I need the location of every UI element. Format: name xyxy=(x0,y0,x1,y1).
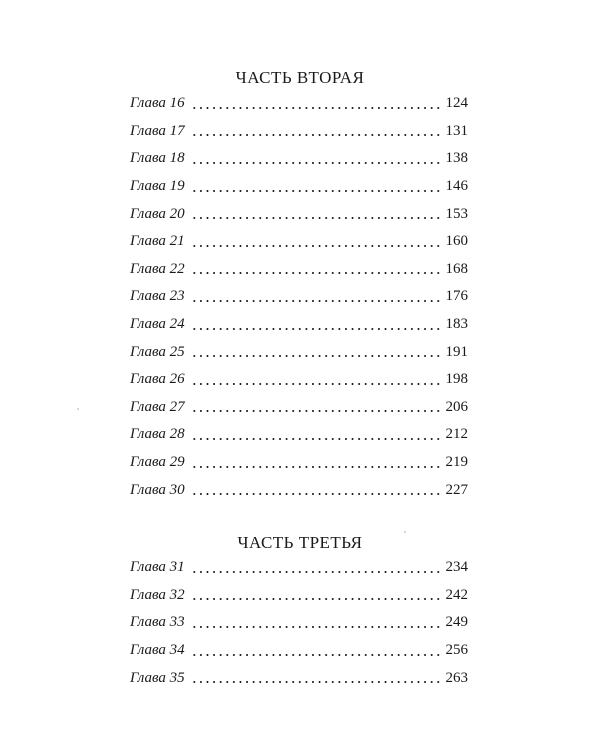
page-number: 227 xyxy=(445,481,468,498)
dot-leader xyxy=(191,134,443,136)
chapter-label: Глава 23 xyxy=(130,288,185,305)
dot-leader xyxy=(191,654,443,656)
toc-entry-chapter-31[interactable] xyxy=(130,554,468,582)
chapter-label: Глава 24 xyxy=(130,316,185,333)
page-number: 234 xyxy=(445,559,468,576)
part-two-chapter-list xyxy=(130,90,468,504)
dot-leader xyxy=(191,355,443,357)
dot-leader xyxy=(191,410,443,412)
toc-entry-chapter-35[interactable] xyxy=(130,664,468,692)
toc-entry-chapter-21[interactable] xyxy=(130,228,468,256)
toc-entry-chapter-22[interactable] xyxy=(130,256,468,284)
dot-leader xyxy=(191,162,443,164)
part-three-title: ЧАСТЬ ТРЕТЬЯ xyxy=(237,533,363,552)
toc-entry-chapter-16[interactable] xyxy=(130,90,468,118)
page-number: 168 xyxy=(445,260,468,277)
toc-entry-chapter-32[interactable] xyxy=(130,582,468,610)
page-number: 198 xyxy=(445,371,468,388)
chapter-label: Глава 34 xyxy=(130,642,185,659)
toc-entry-chapter-33[interactable] xyxy=(130,609,468,637)
page-number: 219 xyxy=(445,454,468,471)
page-number: 249 xyxy=(445,614,468,631)
dot-leader xyxy=(191,626,443,628)
page-number: 183 xyxy=(445,316,468,333)
chapter-label: Глава 32 xyxy=(130,586,185,603)
page-number: 206 xyxy=(445,398,468,415)
chapter-label: Глава 28 xyxy=(130,426,185,443)
dot-leader xyxy=(191,571,443,573)
chapter-label: Глава 30 xyxy=(130,481,185,498)
page-number: 256 xyxy=(445,642,468,659)
chapter-label: Глава 17 xyxy=(130,122,185,139)
chapter-label: Глава 21 xyxy=(130,233,185,250)
chapter-label: Глава 25 xyxy=(130,343,185,360)
dot-leader xyxy=(191,217,443,219)
chapter-label: Глава 27 xyxy=(130,398,185,415)
toc-entry-chapter-30[interactable] xyxy=(130,476,468,504)
dot-leader xyxy=(191,493,443,495)
page-number: 242 xyxy=(445,586,468,603)
chapter-label: Глава 18 xyxy=(130,150,185,167)
chapter-label: Глава 26 xyxy=(130,371,185,388)
page-number: 263 xyxy=(445,669,468,686)
chapter-label: Глава 29 xyxy=(130,454,185,471)
dot-leader xyxy=(191,300,443,302)
toc-entry-chapter-27[interactable] xyxy=(130,394,468,422)
dot-leader xyxy=(191,466,443,468)
chapter-label: Глава 19 xyxy=(130,178,185,195)
toc-entry-chapter-29[interactable] xyxy=(130,449,468,477)
toc-entry-chapter-17[interactable] xyxy=(130,118,468,146)
dot-leader xyxy=(191,383,443,385)
toc-entry-chapter-28[interactable] xyxy=(130,421,468,449)
dot-leader xyxy=(191,681,443,683)
part-three-chapter-list xyxy=(130,554,468,692)
dot-leader xyxy=(191,245,443,247)
page-number: 212 xyxy=(445,426,468,443)
page-number: 131 xyxy=(445,122,468,139)
chapter-label: Глава 35 xyxy=(130,669,185,686)
paper-speck xyxy=(404,531,406,533)
toc-entry-chapter-26[interactable] xyxy=(130,366,468,394)
toc-entry-chapter-34[interactable] xyxy=(130,637,468,665)
dot-leader xyxy=(191,272,443,274)
paper-speck xyxy=(77,408,79,410)
toc-entry-chapter-24[interactable] xyxy=(130,311,468,339)
page-number: 176 xyxy=(445,288,468,305)
dot-leader xyxy=(191,107,443,109)
chapter-label: Глава 22 xyxy=(130,260,185,277)
toc-entry-chapter-19[interactable] xyxy=(130,173,468,201)
chapter-label: Глава 20 xyxy=(130,205,185,222)
toc-entry-chapter-20[interactable] xyxy=(130,200,468,228)
toc-entry-chapter-25[interactable] xyxy=(130,338,468,366)
chapter-label: Глава 31 xyxy=(130,559,185,576)
page-number: 160 xyxy=(445,233,468,250)
part-two-title: ЧАСТЬ ВТОРАЯ xyxy=(235,68,365,87)
chapter-label: Глава 16 xyxy=(130,95,185,112)
dot-leader xyxy=(191,438,443,440)
chapter-label: Глава 33 xyxy=(130,614,185,631)
dot-leader xyxy=(191,190,443,192)
page-number: 146 xyxy=(445,178,468,195)
page-number: 138 xyxy=(445,150,468,167)
page-number: 124 xyxy=(445,95,468,112)
toc-entry-chapter-18[interactable] xyxy=(130,145,468,173)
toc-entry-chapter-23[interactable] xyxy=(130,283,468,311)
dot-leader xyxy=(191,598,443,600)
page-number: 153 xyxy=(445,205,468,222)
page-number: 191 xyxy=(445,343,468,360)
dot-leader xyxy=(191,328,443,330)
